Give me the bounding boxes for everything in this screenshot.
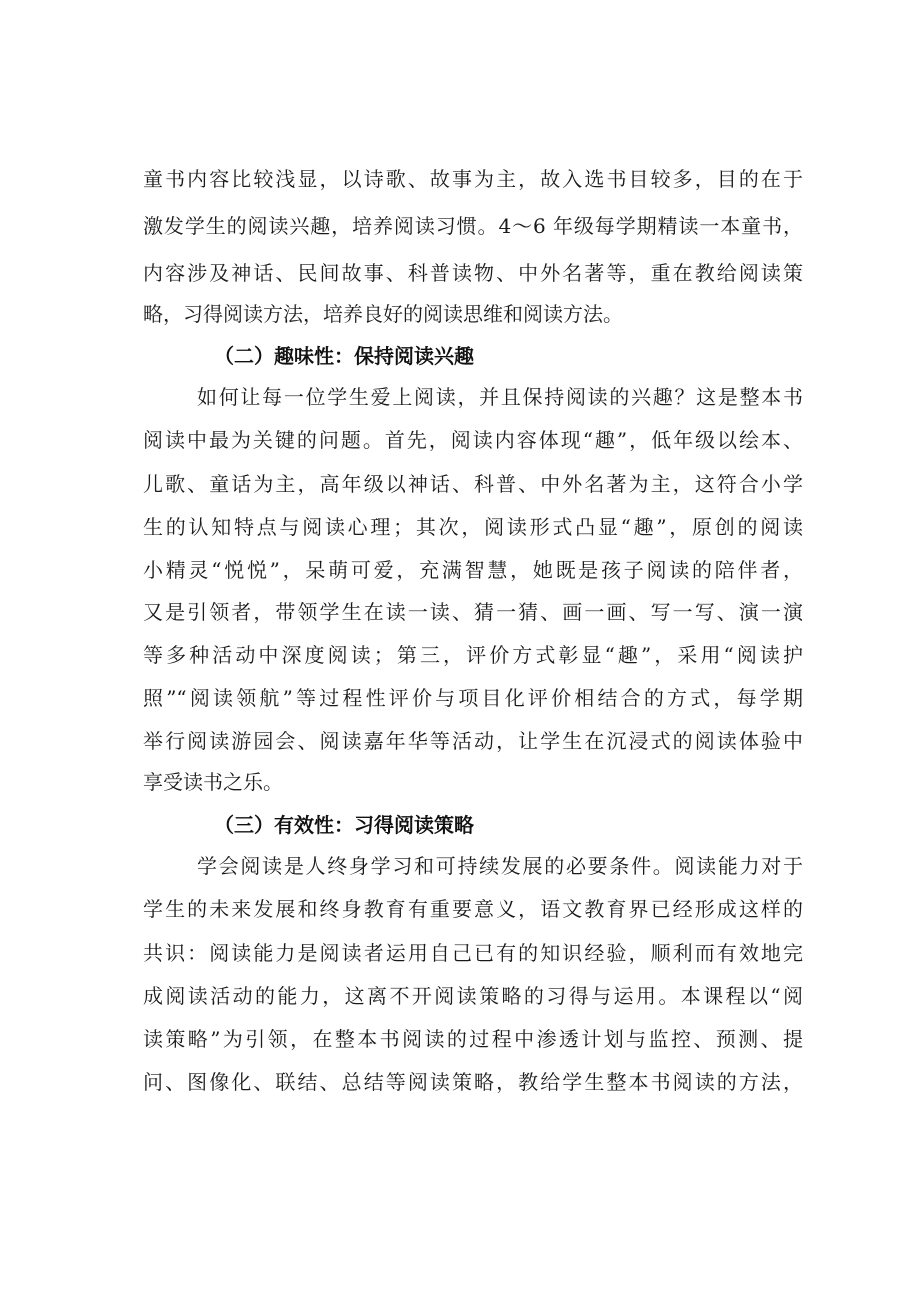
paragraph-line: 读策略”为引领，在整本书阅读的过程中渗透计划与监控、预测、提 — [143, 1027, 803, 1051]
paragraph-line: 成阅读活动的能力，这离不开阅读策略的习得与运用。本课程以“阅 — [143, 984, 803, 1008]
paragraph-line: 等多种活动中深度阅读；第三，评价方式彰显“趣”，采用“阅读护 — [143, 643, 803, 667]
paragraph-line: 又是引领者，带领学生在读一读、猜一猜、画一画、写一写、演一演 — [143, 600, 803, 624]
paragraph-line: 内容涉及神话、民间故事、科普读物、中外名著等，重在教给阅读策 — [143, 261, 803, 285]
paragraph-line: 学会阅读是人终身学习和可持续发展的必要条件。阅读能力对于 — [197, 854, 803, 878]
paragraph-line: 儿歌、童话为主，高年级以神话、科普、中外名著为主，这符合小学 — [143, 472, 803, 496]
paragraph-line: 如何让每一位学生爱上阅读，并且保持阅读的兴趣？这是整本书 — [197, 385, 803, 409]
section-heading: （二）趣味性：保持阅读兴趣 — [214, 344, 474, 368]
paragraph-line: 激发学生的阅读兴趣，培养阅读习惯。4～6 年级每学期精读一本童书， — [143, 214, 803, 238]
paragraph-line: 照”“阅读领航”等过程性评价与项目化评价相结合的方式，每学期 — [143, 686, 803, 710]
paragraph-line: 举行阅读游园会、阅读嘉年华等活动，让学生在沉浸式的阅读体验中 — [143, 729, 803, 753]
paragraph-line: 小精灵“悦悦”，呆萌可爱，充满智慧，她既是孩子阅读的陪伴者， — [143, 558, 803, 582]
paragraph-line: 生的认知特点与阅读心理；其次，阅读形式凸显“趣”，原创的阅读 — [143, 515, 803, 539]
paragraph-line: 享受读书之乐。 — [143, 770, 283, 794]
paragraph-line: 略，习得阅读方法，培养良好的阅读思维和阅读方法。 — [143, 302, 623, 326]
paragraph-line: 学生的未来发展和终身教育有重要意义，语文教育界已经形成这样的 — [143, 897, 803, 921]
paragraph-line: 问、图像化、联结、总结等阅读策略，教给学生整本书阅读的方法， — [143, 1070, 803, 1094]
section-heading: （三）有效性：习得阅读策略 — [214, 813, 474, 837]
paragraph-line: 阅读中最为关键的问题。首先，阅读内容体现“趣”，低年级以绘本、 — [143, 428, 803, 452]
paragraph-line: 童书内容比较浅显，以诗歌、故事为主，故入选书目较多，目的在于 — [143, 167, 803, 191]
paragraph-line: 共识：阅读能力是阅读者运用自己已有的知识经验，顺利而有效地完 — [143, 941, 803, 965]
